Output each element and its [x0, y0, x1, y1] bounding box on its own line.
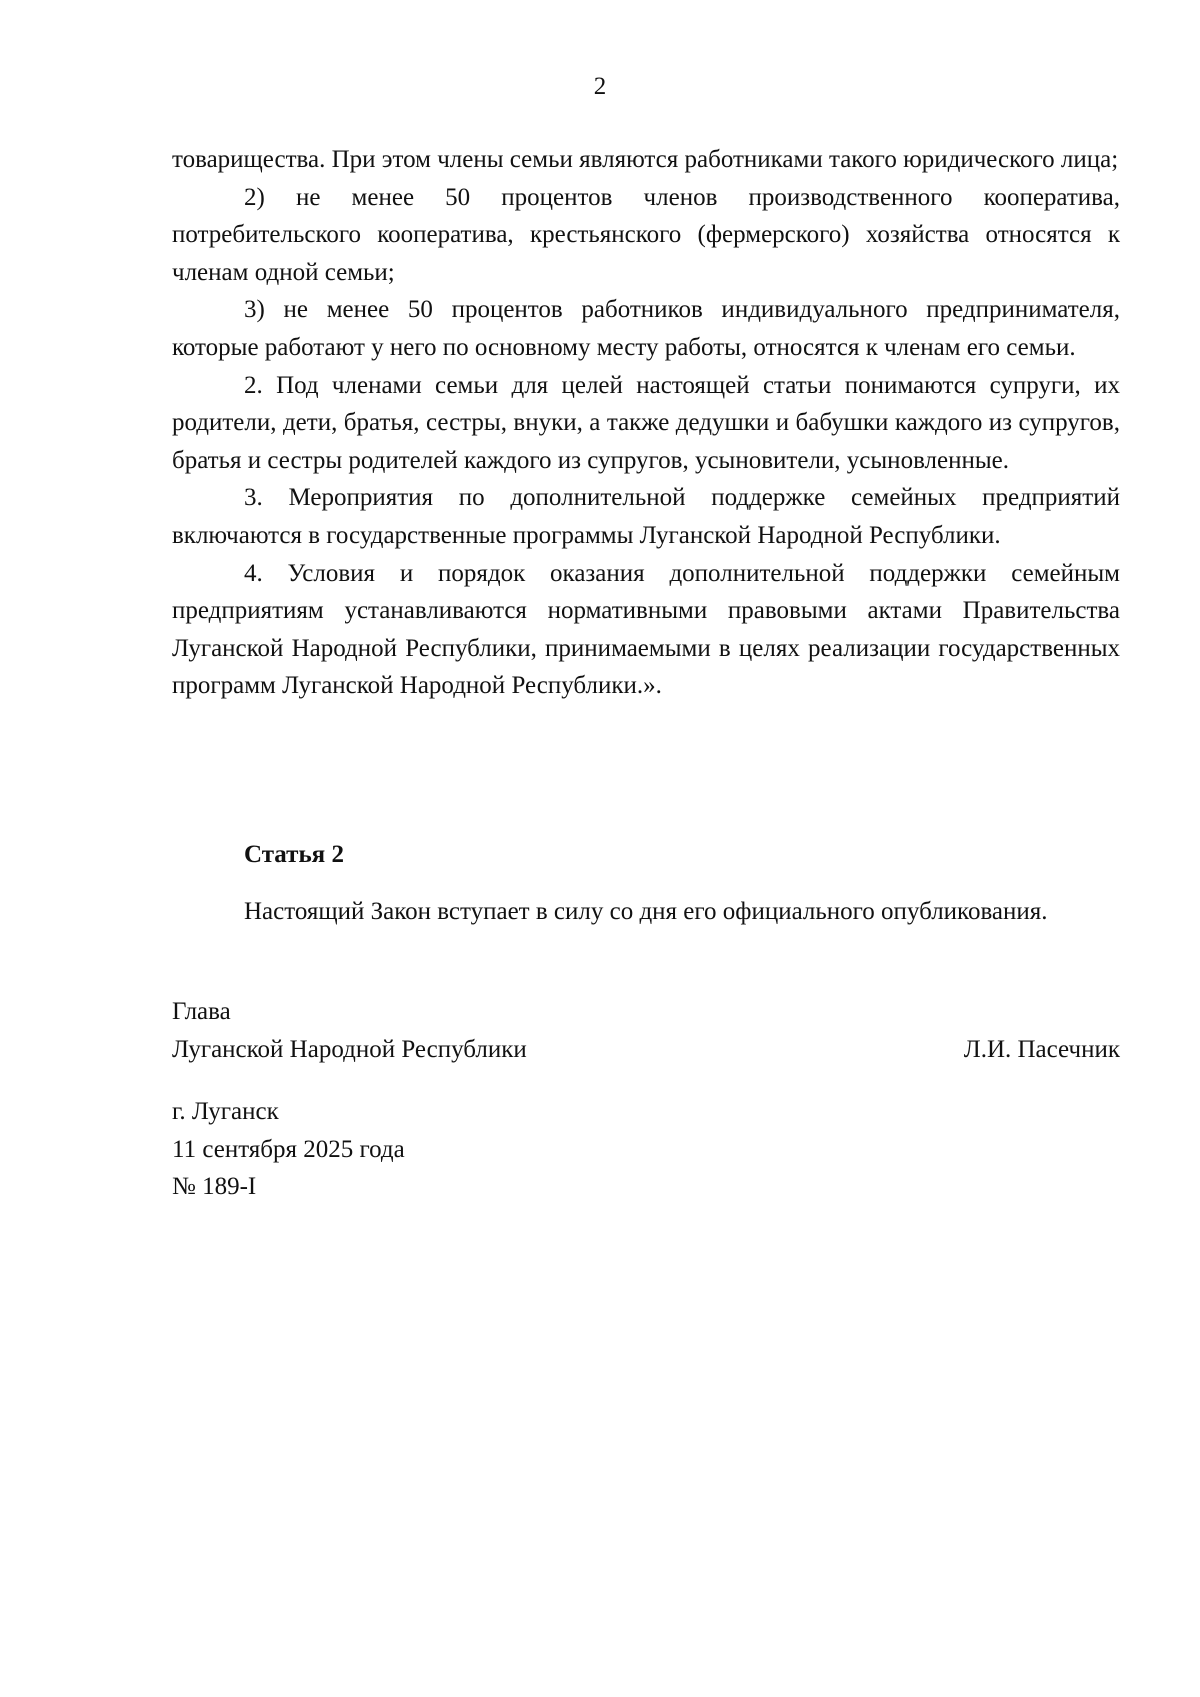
signature-block: [172, 993, 1120, 1068]
signature-row: [172, 1031, 1120, 1069]
signature-title-line1: Глава: [172, 998, 231, 1025]
document-date: 11 сентября 2025 года: [172, 1135, 405, 1163]
paragraph-point-3: 3. Мероприятия по дополнительной поддержке семейных предприятий включаются в государственные программы Луганской Народной Республики.: [172, 484, 1120, 549]
signatory-name: Л.И. Пасечник: [963, 1035, 1120, 1063]
document-city: г. Луганск: [172, 1098, 279, 1125]
signature-title-line2: Луганской Народной Республики: [172, 1035, 527, 1063]
document-meta: [172, 1093, 405, 1206]
page-number: 2: [593, 73, 607, 100]
paragraph-point-4: 4. Условия и порядок оказания дополнительной поддержки семейным предприятиям устанавливаются нормативными правовыми актами Правительства Луганской Народной Республики, принимаемыми в целях реализации государственных программ Луганской Народной Республики.».: [172, 559, 1120, 700]
body-text: [172, 141, 1120, 705]
paragraph-item-3: 3) не менее 50 процентов работников индивидуального предпринимателя, которые работают у него по основному месту работы, относятся к членам его семьи.: [172, 296, 1120, 361]
document-number: № 189-I: [172, 1173, 257, 1201]
paragraph-continuation: товарищества. При этом члены семьи являются работниками такого юридического лица;: [172, 146, 1119, 173]
paragraph-point-2: 2. Под членами семьи для целей настоящей статьи понимаются супруги, их родители, дети, братья, сестры, внуки, а также дедушки и бабушки каждого из супругов, братья и сестры родителей каждого из супругов, усыновители, усыновленные.: [172, 371, 1120, 474]
article-heading: Статья 2: [244, 841, 344, 868]
article-text: Настоящий Закон вступает в силу со дня его официального опубликования.: [244, 898, 1048, 925]
paragraph-item-2: 2) не менее 50 процентов членов производственного кооператива, потребительского кооператива, крестьянского (фермерского) хозяйства относятся к членам одной семьи;: [172, 183, 1120, 286]
